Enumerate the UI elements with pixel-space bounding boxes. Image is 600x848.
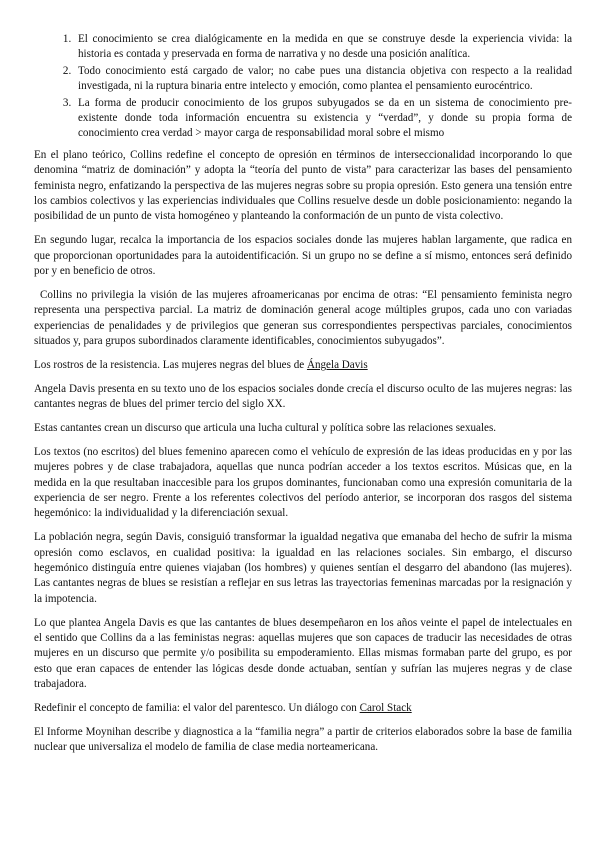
paragraph-intelectuales: Lo que plantea Angela Davis es que las cantantes de blues desempeñaron en los años veinte el papel de intelectuales en el sentido que Collins da a las feministas negras: aquellas mujeres que son capaces de traducir las necesidades de otras mujeres en un discurso que permite y/o posibilita su empoderamiento. Ellas mismas formaban parte del grupo, es por esto que eran capaces de entender las lógicas desde donde actuaban, sentían y sufrían las mujeres negras y de clase trabajadora.: [34, 616, 572, 691]
list-item: 2. Todo conocimiento está cargado de valor; no cabe pues una distancia objetiva con respecto a la realidad investigada, ni la ruptura binaria entre intelecto y emoción, como plantea el pensamiento eurocéntrico.: [74, 64, 572, 95]
paragraph-collins-opresion: En el plano teórico, Collins redefine el concepto de opresión en términos de interseccionalidad incorporando lo que denomina “matriz de dominación” y adopta la “teoría del punto de vista” para caracterizar las bases del pensamiento feminista negro, enfatizando la perspectiva de las mujeres negras sobre su propia opresión. Esto genera una tensión entre los cambios colectivos y las experiencias individuales que Collins resuelve desde un doble posicionamiento: negando la posibilidad de un punto de vista homogéneo y planteando la conformación de un punto de vista colectivo.: [34, 148, 572, 223]
section-heading-text: Redefinir el concepto de familia: el valor del parentesco. Un diálogo con: [34, 701, 360, 714]
section-heading-blues: [34, 358, 572, 373]
numbered-list: [34, 32, 572, 142]
section-heading-familia: [34, 701, 572, 716]
paragraph-textos-blues: Los textos (no escritos) del blues femenino aparecen como el vehículo de expresión de las ideas producidas en y por las mujeres pobres y de clase trabajadora, aquellas que nunca podrían acceder a los textos escritos. Músicas que, en la medida en la que resultaban inaccesible para los grupos dominantes, funcionaban como una expresión comunitaria de la experiencia de ser negro. Frente a los referentes colectivos del período anterior, se incorporan dos rasgos del sistema hegemónico: la individualidad y la diferenciación sexual.: [34, 445, 572, 520]
paragraph-informe-moynihan: El Informe Moynihan describe y diagnostica a la “familia negra” a partir de criterios elaborados sobre la base de familia nuclear que universaliza el modelo de familia de clase media norteamericana.: [34, 725, 572, 754]
list-item: 1. El conocimiento se crea dialógicamente en la medida en que se construye desde la experiencia vivida: la historia es contada y preservada en forma de narrativa y no desde una posición analítica.: [74, 32, 572, 63]
carol-stack-link[interactable]: Carol Stack: [359, 701, 412, 714]
angela-davis-link[interactable]: Ángela Davis: [306, 358, 368, 371]
paragraph-cantantes-discurso: Estas cantantes crean un discurso que articula una lucha cultural y política sobre las relaciones sexuales.: [34, 421, 497, 434]
paragraph-poblacion-negra: La población negra, según Davis, consiguió transformar la igualdad negativa que emanaba del hecho de sufrir la misma opresión como esclavos, en cualidad positiva: la igualdad en las relaciones sociales. Sin embargo, el discurso hegemónico distinguía entre quienes viajaban (los hombres) y quienes sentían el desgarro del abandono (las mujeres). Las cantantes negras de blues se resistían a reflejar en sus letras las trayectorias femeninas marcadas por la resignación y la impotencia.: [34, 531, 572, 605]
paragraph-davis-espacios: Angela Davis presenta en su texto uno de los espacios sociales donde crecía el discurso oculto de las mujeres negras: las cantantes negras de blues del primer tercio del siglo XX.: [34, 382, 572, 411]
paragraph-perspectiva-parcial: Collins no privilegia la visión de las mujeres afroamericanas por encima de otras: “El pensamiento feminista negro representa una perspectiva parcial. La matriz de dominación general acoge múltiples grupos, cada uno con variadas experiencias de penalidades y de privilegios que generan sus correspondientes perspectivas parciales, conocimientos situados y, para grupos subordinados claramente identificables, conocimientos subyugados”.: [34, 288, 572, 348]
section-heading-text: Los rostros de la resistencia. Las mujeres negras del blues de: [34, 358, 307, 371]
list-item: 3. La forma de producir conocimiento de los grupos subyugados se da en un sistema de conocimiento pre-existente donde toda información encuentra su existencia y “verdad”, y donde su propia forma de conocimiento crea verdad > mayor carga de responsabilidad moral sobre el mismo: [74, 96, 572, 142]
paragraph-espacios-sociales: En segundo lugar, recalca la importancia de los espacios sociales donde las mujeres hablan largamente, que radica en que proporcionan oportunidades para la autoidentificación. Si un grupo no se define a sí mismo, entonces será definido por y en beneficio de otros.: [34, 234, 572, 278]
